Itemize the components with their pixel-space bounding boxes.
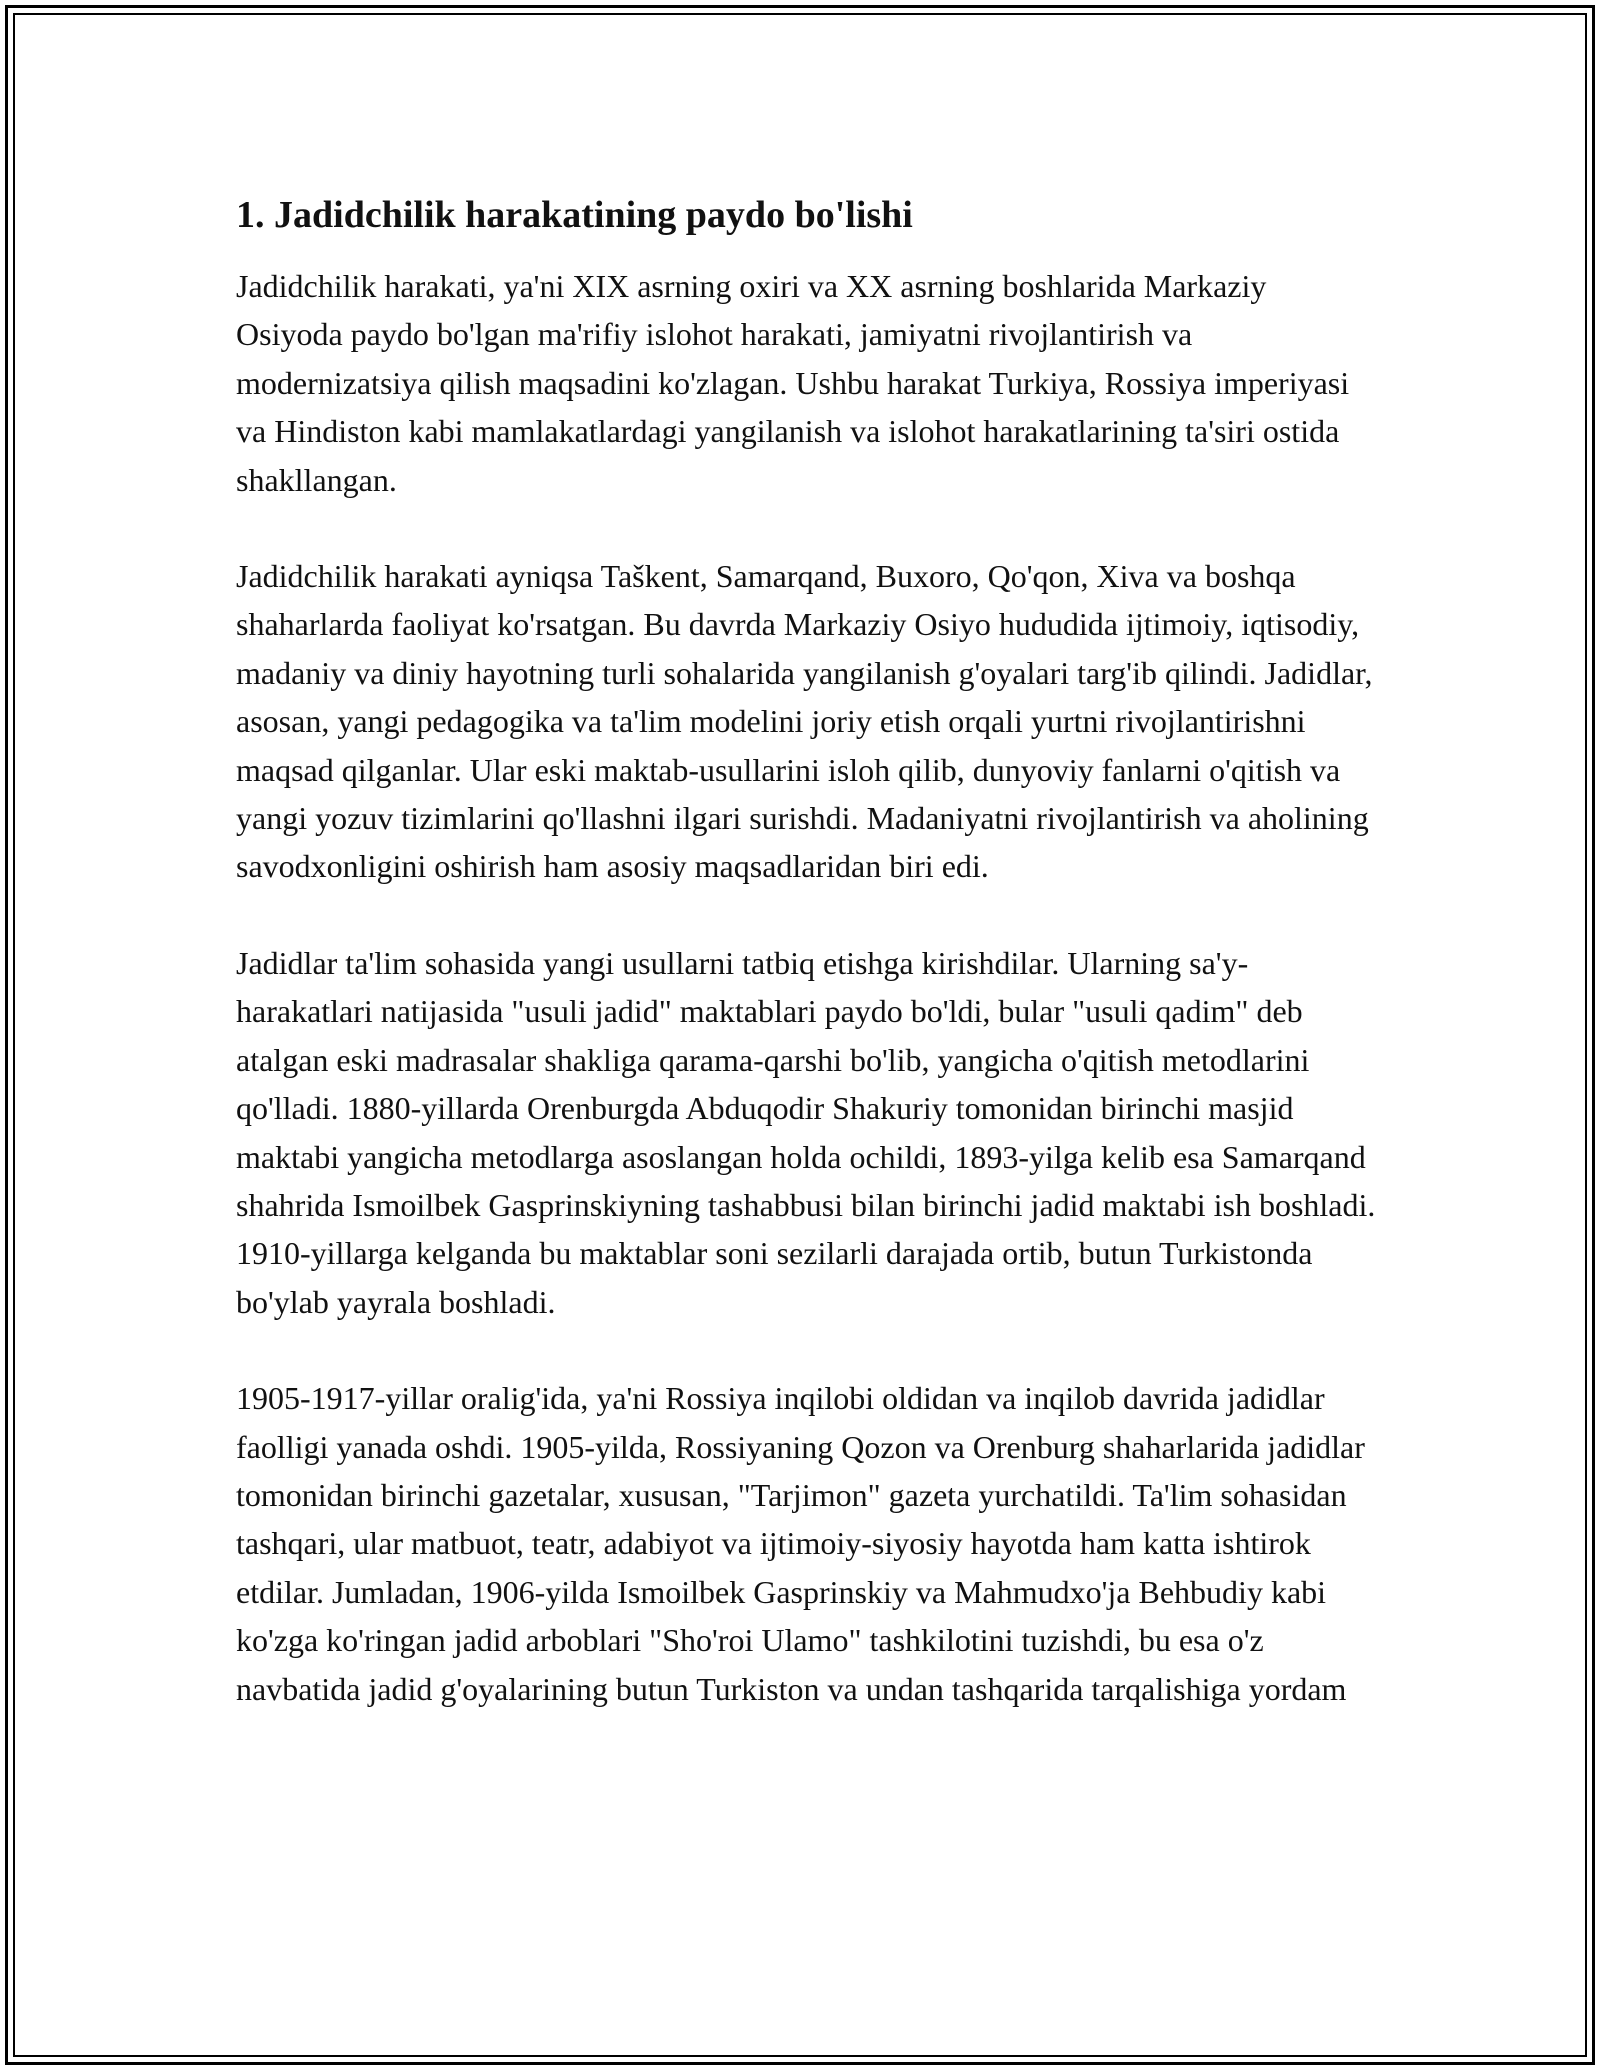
section-heading: 1. Jadidchilik harakatining paydo bo'lishi — [236, 194, 913, 236]
paragraph-3: Jadidlar ta'lim sohasida yangi usullarni tatbiq etishga kirishdilar. Ularning sa'y-harakatlari natijasida "usuli jadid" maktablari paydo bo'ldi, bular "usuli qadim" deb atalgan eski madrasalar shakliga qarama-qarshi bo'lib, yangicha o'qitish metodlarini qo'lladi. 1880-yillarda Orenburgda Abduqodir Shakuriy tomonidan birinchi masjid maktabi yangicha metodlarga asoslangan holda ochildi, 1893-yilga kelib esa Samarqand shahrida Ismoilbek Gasprinskiyning tashabbusi bilan birinchi jadid maktabi ish boshladi. 1910-yillarga kelganda bu maktablar soni sezilarli darajada ortib, butun Turkistonda bo'ylab yayrala boshladi. — [236, 944, 1376, 1320]
document-body — [236, 182, 1376, 1761]
paragraph-1: Jadidchilik harakati, ya'ni XIX asrning oxiri va XX asrning boshlarida Markaziy Osiyoda paydo bo'lgan ma'rifiy islohot harakati, jamiyatni rivojlantirish va modernizatsiya qilish maqsadini ko'zlagan. Ushbu harakat Turkiya, Rossiya imperiyasi va Hindiston kabi mamlakatlardagi yangilanish va islohot harakatlarining ta'siri ostida shakllangan. — [236, 268, 1350, 498]
paragraph-4: 1905-1917-yillar oralig'ida, ya'ni Rossiya inqilobi oldidan va inqilob davrida jadidlar faolligi yanada oshdi. 1905-yilda, Rossiyaning Qozon va Orenburg shaharlarida jadidlar tomonidan birinchi gazetalar, xususan, "Tarjimon" gazeta yurchatildi. Ta'lim sohasidan tashqari, ular matbuot, teatr, adabiyot va ijtimoiy-siyosiy hayotda ham katta ishtirok etdilar. Jumladan, 1906-yilda Ismoilbek Gasprinskiy va Mahmudxo'ja Behbudiy kabi ko'zga ko'ringan jadid arboblari "Sho'roi Ulamo" tashkilotini tuzishdi, bu esa o'z navbatida jadid g'oyalarining butun Turkiston va undan tashqarida tarqalishiga yordam — [236, 1380, 1365, 1707]
paragraph-2: Jadidchilik harakati ayniqsa Taškent, Samarqand, Buxoro, Qo'qon, Xiva va boshqa shaharlarda faoliyat ko'rsatgan. Bu davrda Markaziy Osiyo hududida ijtimoiy, iqtisodiy, madaniy va diniy hayotning turli sohalarida yangilanish g'oyalari targ'ib qilindi. Jadidlar, asosan, yangi pedagogika va ta'lim modelini joriy etish orqali yurtni rivojlantirishni maqsad qilganlar. Ular eski maktab-usullarini isloh qilib, dunyoviy fanlarni o'qitish va yangi yozuv tizimlarini qo'llashni ilgari surishdi. Madaniyatni rivojlantirish va aholining savodxonligini oshirish ham asosiy maqsadlaridan biri edi. — [236, 558, 1373, 885]
